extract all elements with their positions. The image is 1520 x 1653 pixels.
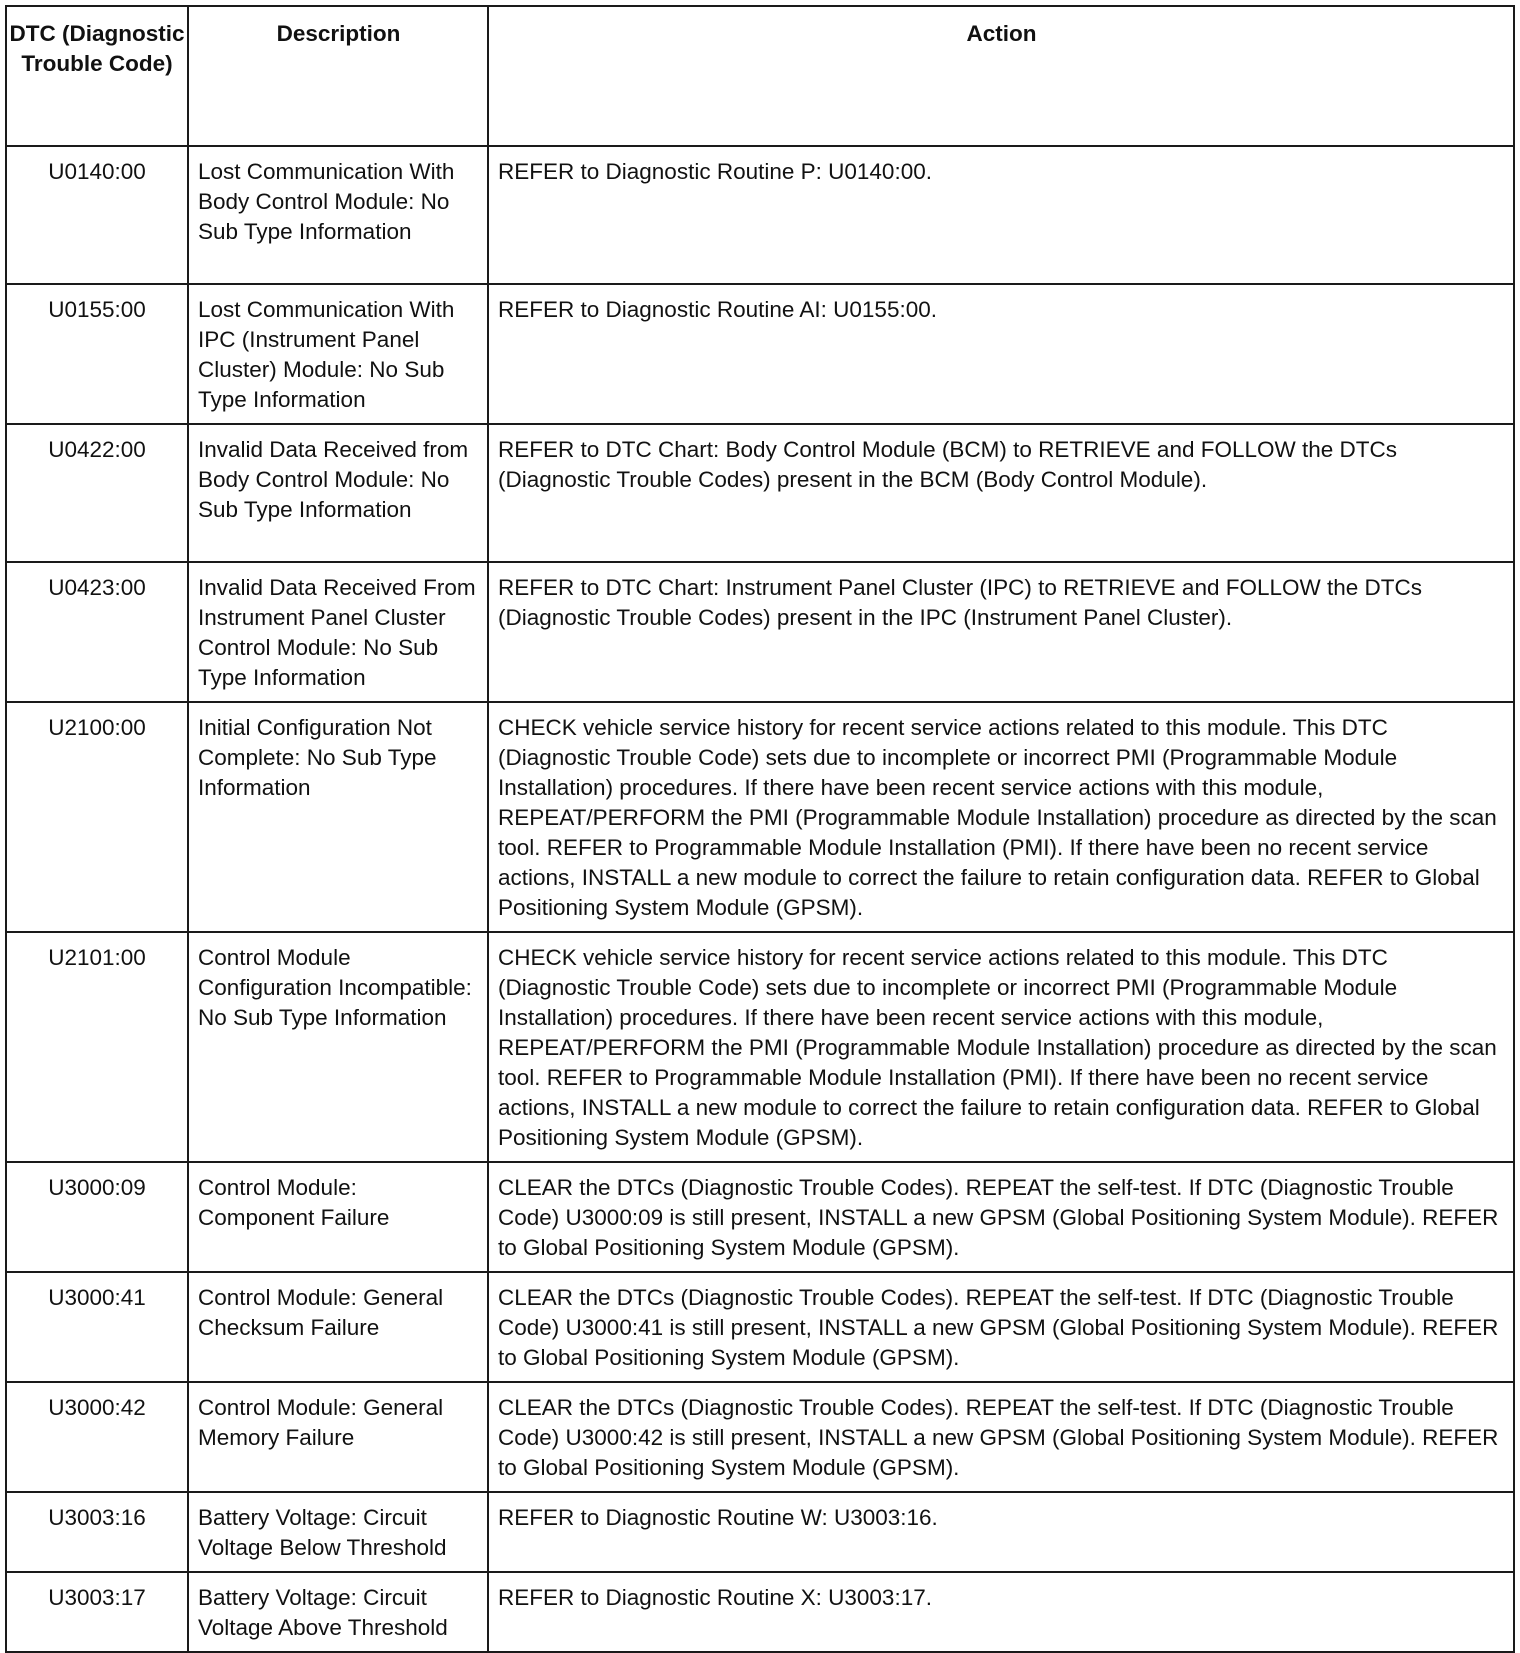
- dtc-code-cell: U3000:41: [6, 1272, 188, 1382]
- description-cell: Control Module Configuration Incompatible: No Sub Type Information: [188, 932, 488, 1162]
- action-cell: REFER to DTC Chart: Instrument Panel Cluster (IPC) to RETRIEVE and FOLLOW the DTCs (Diagnostic Trouble Codes) present in the IPC (Instrument Panel Cluster).: [488, 562, 1514, 702]
- table-row: [6, 424, 1514, 562]
- description-cell: Control Module: General Memory Failure: [188, 1382, 488, 1492]
- dtc-code-cell: U0423:00: [6, 562, 188, 702]
- dtc-code-cell: U3000:42: [6, 1382, 188, 1492]
- table-row: [6, 146, 1514, 284]
- description-cell: Lost Communication With IPC (Instrument Panel Cluster) Module: No Sub Type Information: [188, 284, 488, 424]
- dtc-code-cell: U3003:16: [6, 1492, 188, 1572]
- header-description: Description: [188, 6, 488, 146]
- table-row: [6, 1572, 1514, 1652]
- dtc-table: [5, 5, 1515, 1653]
- table-row: [6, 284, 1514, 424]
- description-cell: Invalid Data Received from Body Control Module: No Sub Type Information: [188, 424, 488, 562]
- action-cell: CHECK vehicle service history for recent service actions related to this module. This DTC (Diagnostic Trouble Code) sets due to incomplete or incorrect PMI (Programmable Module Installation) procedures. If there have been recent service actions with this module, REPEAT/PERFORM the PMI (Programmable Module Installation) procedure as directed by the scan tool. REFER to Programmable Module Installation (PMI). If there have been no recent service actions, INSTALL a new module to correct the failure to retain configuration data. REFER to Global Positioning System Module (GPSM).: [488, 702, 1514, 932]
- table-row: [6, 932, 1514, 1162]
- action-cell: CLEAR the DTCs (Diagnostic Trouble Codes). REPEAT the self-test. If DTC (Diagnostic Trouble Code) U3000:09 is still present, INSTALL a new GPSM (Global Positioning System Module). REFER to Global Positioning System Module (GPSM).: [488, 1162, 1514, 1272]
- action-cell: CLEAR the DTCs (Diagnostic Trouble Codes). REPEAT the self-test. If DTC (Diagnostic Trouble Code) U3000:42 is still present, INSTALL a new GPSM (Global Positioning System Module). REFER to Global Positioning System Module (GPSM).: [488, 1382, 1514, 1492]
- table-row: [6, 1162, 1514, 1272]
- description-cell: Battery Voltage: Circuit Voltage Below Threshold: [188, 1492, 488, 1572]
- description-cell: Control Module: Component Failure: [188, 1162, 488, 1272]
- dtc-code-cell: U2100:00: [6, 702, 188, 932]
- table-row: [6, 702, 1514, 932]
- table-body: [6, 146, 1514, 1652]
- dtc-code-cell: U0422:00: [6, 424, 188, 562]
- description-cell: Invalid Data Received From Instrument Panel Cluster Control Module: No Sub Type Information: [188, 562, 488, 702]
- action-cell: REFER to DTC Chart: Body Control Module (BCM) to RETRIEVE and FOLLOW the DTCs (Diagnostic Trouble Codes) present in the BCM (Body Control Module).: [488, 424, 1514, 562]
- table-header: [6, 6, 1514, 146]
- description-cell: Battery Voltage: Circuit Voltage Above Threshold: [188, 1572, 488, 1652]
- description-cell: Control Module: General Checksum Failure: [188, 1272, 488, 1382]
- dtc-code-cell: U0155:00: [6, 284, 188, 424]
- table-row: [6, 562, 1514, 702]
- description-cell: Lost Communication With Body Control Module: No Sub Type Information: [188, 146, 488, 284]
- action-cell: REFER to Diagnostic Routine X: U3003:17.: [488, 1572, 1514, 1652]
- table-row: [6, 1492, 1514, 1572]
- action-cell: CHECK vehicle service history for recent service actions related to this module. This DTC (Diagnostic Trouble Code) sets due to incomplete or incorrect PMI (Programmable Module Installation) procedures. If there have been recent service actions with this module, REPEAT/PERFORM the PMI (Programmable Module Installation) procedure as directed by the scan tool. REFER to Programmable Module Installation (PMI). If there have been no recent service actions, INSTALL a new module to correct the failure to retain configuration data. REFER to Global Positioning System Module (GPSM).: [488, 932, 1514, 1162]
- action-cell: REFER to Diagnostic Routine W: U3003:16.: [488, 1492, 1514, 1572]
- dtc-code-cell: U2101:00: [6, 932, 188, 1162]
- action-cell: CLEAR the DTCs (Diagnostic Trouble Codes). REPEAT the self-test. If DTC (Diagnostic Trouble Code) U3000:41 is still present, INSTALL a new GPSM (Global Positioning System Module). REFER to Global Positioning System Module (GPSM).: [488, 1272, 1514, 1382]
- header-code: DTC (Diagnostic Trouble Code): [6, 6, 188, 146]
- description-cell: Initial Configuration Not Complete: No Sub Type Information: [188, 702, 488, 932]
- action-cell: REFER to Diagnostic Routine P: U0140:00.: [488, 146, 1514, 284]
- dtc-code-cell: U0140:00: [6, 146, 188, 284]
- table-row: [6, 1272, 1514, 1382]
- dtc-code-cell: U3003:17: [6, 1572, 188, 1652]
- table-row: [6, 1382, 1514, 1492]
- header-row: [6, 6, 1514, 146]
- dtc-code-cell: U3000:09: [6, 1162, 188, 1272]
- header-action: Action: [488, 6, 1514, 146]
- action-cell: REFER to Diagnostic Routine AI: U0155:00.: [488, 284, 1514, 424]
